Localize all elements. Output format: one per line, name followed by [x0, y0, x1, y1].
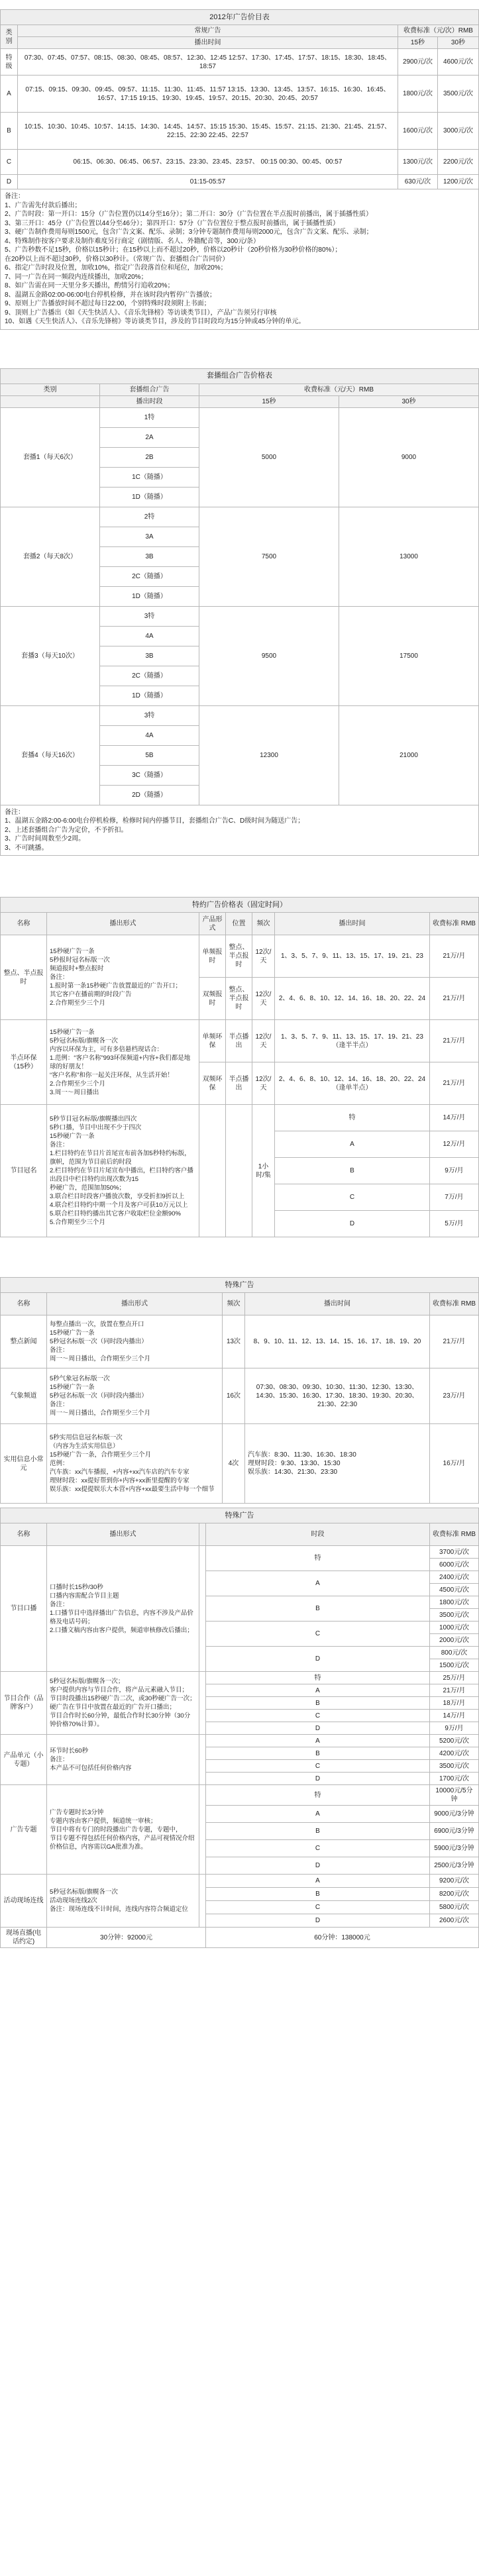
package-name: 套播4（每天16次） — [1, 705, 100, 805]
level: B — [206, 1823, 430, 1840]
air-times: 2、4、6、8、10、12、14、16、18、20、22、24 — [275, 978, 430, 1020]
row-price-15: 2900元/次 — [398, 49, 437, 76]
price: 9000元/3分钟 — [429, 1806, 478, 1823]
col-header: 产品形式 — [199, 913, 226, 935]
slot-cell: 2B — [100, 447, 199, 467]
frequency: 12次/天 — [252, 1062, 275, 1105]
level: D — [206, 1773, 430, 1785]
item-name: 节目合作（品牌客户） — [1, 1672, 47, 1735]
level: C — [206, 1840, 430, 1857]
package-name: 套播3（每天10次） — [1, 606, 100, 705]
price: 25万/月 — [429, 1672, 478, 1684]
col-header-slot: 播出时段 — [100, 395, 199, 407]
price: 1500元/次 — [429, 1659, 478, 1672]
package-price-15: 5000 — [199, 407, 339, 507]
package-price-30: 17500 — [339, 606, 479, 705]
level: C — [206, 1622, 430, 1647]
frequency: 13次 — [223, 1315, 245, 1368]
table-row — [1, 1424, 479, 1504]
regular-ad-rate-table — [0, 9, 479, 330]
price: 16万/月 — [429, 1424, 478, 1504]
package-price-15: 12300 — [199, 705, 339, 805]
slot-cell: 2A — [100, 427, 199, 447]
row-price-30: 4600元/次 — [437, 49, 478, 76]
level: D — [206, 1857, 430, 1875]
price: 1000元/次 — [429, 1622, 478, 1634]
slot-cell: 2C（随播） — [100, 666, 199, 686]
price: 10000元/5分钟 — [429, 1785, 478, 1806]
row-price-15: 1300元/次 — [398, 150, 437, 175]
row-price-15: 630元/次 — [398, 175, 437, 189]
level: A — [206, 1875, 430, 1888]
price: 2400元/次 — [429, 1571, 478, 1584]
price: 14万/月 — [429, 1105, 478, 1131]
col-header: 名称 — [1, 1523, 47, 1546]
live-30min-price: 30分钟：92000元 — [47, 1928, 206, 1948]
level: D — [206, 1647, 430, 1672]
table-title: 特殊广告 — [1, 1278, 479, 1293]
row-price-30: 1200元/次 — [437, 175, 478, 189]
row-times: 06:15、06:30、06:45、06:57、23:15、23:30、23:45、23:57、 00:15 00:30、00:45、00:57 — [18, 150, 398, 175]
row-class: C — [1, 150, 18, 175]
col-header: 频次 — [223, 1293, 245, 1315]
table-row — [1, 1368, 479, 1424]
level: B — [206, 1747, 430, 1760]
air-times: 1、3、5、7、9、11、13、15、17、19、21、23 — [275, 935, 430, 978]
row-times: 07:30、07:45、07:57、08:15、08:30、08:45、08:57、12:30、12:45 12:57、17:30、17:45、17:57、18:15、18:30、18:45、18:57 — [18, 49, 398, 76]
product-form: 双频环保 — [199, 1062, 226, 1105]
col-header: 收费标准 RMB — [429, 913, 478, 935]
level: A — [206, 1571, 430, 1596]
level: A — [206, 1684, 430, 1697]
col-header-15s: 15秒 — [199, 395, 339, 407]
price: 9200元/次 — [429, 1875, 478, 1888]
item-name: 半点环保（15秒） — [1, 1020, 47, 1105]
frequency: 12次/天 — [252, 978, 275, 1020]
row-class: B — [1, 113, 18, 150]
level: C — [206, 1710, 430, 1722]
item-form: 5秒气象冠名标版一次 15秒硬广告一条 5秒冠名标版一次（同时段内播出） 备注： 周一～周日播出，合作期至少三个月 — [47, 1368, 223, 1424]
item-name: 产品单元（小专题） — [1, 1735, 47, 1785]
price: 5万/月 — [429, 1211, 478, 1237]
slot-cell: 3C（随播） — [100, 765, 199, 785]
level: B — [275, 1158, 430, 1184]
level: C — [206, 1760, 430, 1773]
price: 1800元/次 — [429, 1596, 478, 1609]
row-price-15: 1800元/次 — [398, 76, 437, 113]
slot-cell: 1C（随播） — [100, 467, 199, 487]
table-title: 特約广告价格表（固定时间） — [1, 898, 479, 913]
slot-cell: 3特 — [100, 606, 199, 626]
slot-cell: 2D（随播） — [100, 785, 199, 805]
price: 5200元/次 — [429, 1735, 478, 1747]
level: 特 — [206, 1785, 430, 1806]
item-form: 15秒硬广告一条 5秒冠名标版/旗幌各一次 内容以环保为主，可有多倍悬档现话合： 1.范例：“客户名称”993环保频道+内容+我们都是地球的好朋友！ “客户名称”和你一起关注环保，从生活开始！ 2.合作期至少三个月 3.周一～周日播出 — [47, 1020, 199, 1105]
slot-cell: 3B — [100, 546, 199, 566]
price: 21万/月 — [429, 935, 478, 978]
level: D — [275, 1211, 430, 1237]
slot-cell: 1D（随播） — [100, 586, 199, 606]
air-times: 1、3、5、7、9、11、13、15、17、19、21、23（逢半半点） — [275, 1020, 430, 1062]
price: 4500元/次 — [429, 1584, 478, 1596]
frequency: 1小时/集 — [252, 1105, 275, 1237]
row-class: D — [1, 175, 18, 189]
col-header-time: 播出时间 — [18, 37, 398, 49]
package-ad-rate-table — [0, 368, 479, 856]
price: 21万/月 — [429, 978, 478, 1020]
price: 8200元/次 — [429, 1888, 478, 1901]
col-header: 播出时间 — [275, 913, 430, 935]
row-price-30: 2200元/次 — [437, 150, 478, 175]
air-times: 8、9、10、11、12、13、14、15、16、17、18、19、20 — [245, 1315, 430, 1368]
col-header — [199, 1523, 206, 1546]
table-title: 套播组合广告价格表 — [1, 368, 479, 384]
price: 3500元/次 — [429, 1760, 478, 1773]
item-form: 口播时长15秒/30秒 口播内容需配合节目主题 备注： 1.口播节目中选择播出广告信息，内容不涉及产品价格及电话号码； 2.口播文稿内容由客户提供，频道审核修改后播出； — [47, 1546, 199, 1672]
col-header-type: 类别 — [1, 25, 18, 49]
table-row — [1, 1315, 479, 1368]
slot-cell: 1D（随播） — [100, 686, 199, 705]
package-price-15: 9500 — [199, 606, 339, 705]
live-broadcast-name: 现场直播(电话约定) — [1, 1928, 47, 1948]
col-header-price: 收费标准（元/天）RMB — [199, 384, 479, 395]
price: 2600元/次 — [429, 1914, 478, 1928]
col-header-30s: 30秒 — [437, 37, 478, 49]
level: A — [206, 1806, 430, 1823]
slot-cell: 3A — [100, 527, 199, 546]
position: 半点播出 — [226, 1020, 252, 1062]
price: 6900元/3分钟 — [429, 1823, 478, 1840]
price: 3500元/次 — [429, 1609, 478, 1622]
notes-block: 备注： 1、温湖五金路2:00-6:00电台停机检修，检修时间内停播节目，套播组合广告C、D级时间为随送广告； 2、上述套播组合广告为定价，不予折扣。 3、广告时间周数至少2周。 3、不可跳播。 — [1, 805, 479, 856]
sponsor-ad-rate-table — [0, 897, 479, 1237]
product-form: 双频报时 — [199, 978, 226, 1020]
col-header: 播出形式 — [47, 1293, 223, 1315]
col-header: 播出形式 — [47, 913, 199, 935]
col-header: 时段 — [206, 1523, 430, 1546]
level: B — [206, 1697, 430, 1710]
item-form: 环节时长60秒 备注： 本产品不可包括任何价格内容 — [47, 1735, 199, 1785]
item-form: 每整点播出一次，放置在整点开口 15秒硬广告一条 5秒冠名标版一次（同时段内播出） 备注： 周一～周日播出，合作期至少三个月 — [47, 1315, 223, 1368]
package-price-30: 21000 — [339, 705, 479, 805]
level: 特 — [206, 1672, 430, 1684]
item-name: 广告专题 — [1, 1785, 47, 1875]
slot-cell: 1D（随播） — [100, 487, 199, 507]
price: 4200元/次 — [429, 1747, 478, 1760]
table-row — [1, 150, 479, 175]
product-form: 单频报时 — [199, 935, 226, 978]
row-class: A — [1, 76, 18, 113]
price: 7万/月 — [429, 1184, 478, 1211]
price: 21万/月 — [429, 1684, 478, 1697]
notes-block: 备注： 1、广告需先付款后播出； 2、广告时段：第一开口：15分（广告位置仍以14分至16分）；第二开口：30分（广告位置在半点报时前播出，属于插播性质） 3、第三开口：45分（广告位置以44分至46分）；第四开口：57分（广告位置位于整点报时前播出，属于插播性质） 3、硬广告制作费用每则1500元，包含广告文案、配乐、录制；3分钟专题制作费用每则2000元，包含广告文案、配乐、录制； 4、特殊制作按客户要求及制作难度另行商定（剧情版、名人、外籍配音等，300元/条） 5、广告秒数不足15秒，价格以15秒计；在15秒以上而不超过20秒，价格以20秒计（20秒价格为30秒价格的80%）； 在20秒以上而不超过30秒，价格以30秒计。（常规广告、套播组合广告同价） 6、指定广告时段及位置，加收10%，指定广告段落首位和尾位，加收20%； 7、同一广告在同一频段内连续播出，加收20%； 8、如广告需在同一天里分多天播出，酌情另行追收20%； 8、温湖五金路02:00-06:00电台停机检修，并在该时段内暂停广告播放； 9、原则上广告播放时间不超过每日22:00，个别特殊时段须附上书面； 9、顶则上广告播出（如《天生快活人》、《音乐先锋榜》等访谈类节目），产品广告须另行审核 10、如遇《天生快活人》、《音乐先锋榜》等访谈类节目，涉及的节目时段均为15分钟或45分钟的单元。 — [1, 189, 479, 330]
row-class: 特级 — [1, 49, 18, 76]
level: B — [206, 1888, 430, 1901]
package-price-30: 9000 — [339, 407, 479, 507]
col-header: 收费标准 RMB — [429, 1523, 478, 1546]
air-times: 07:30、08:30、09:30、10:30、11:30、12:30、13:30、14:30、15:30、16:30、17:30、18:30、19:30、20:30、21:30、22:30 — [245, 1368, 430, 1424]
row-times: 10:15、10:30、10:45、10:57、14:15、14:30、14:45、14:57、15:15 15:30、15:45、15:57、21:15、21:30、21:45、21:57、22:15、22:30 22:45、22:57 — [18, 113, 398, 150]
price: 9万/月 — [429, 1722, 478, 1735]
price: 1700元/次 — [429, 1773, 478, 1785]
row-price-15: 1600元/次 — [398, 113, 437, 150]
price: 23万/月 — [429, 1368, 478, 1424]
slot-cell: 1特 — [100, 407, 199, 427]
position: 整点、半点报时 — [226, 978, 252, 1020]
package-price-15: 7500 — [199, 507, 339, 606]
row-price-30: 3000元/次 — [437, 113, 478, 150]
air-times: 汽车族：8:30、11:30、16:30、18:30 理财时段：9:30、13:30、15:30 娱乐族：14:30、21:30、23:30 — [245, 1424, 430, 1504]
package-name: 套播1（每天6次） — [1, 407, 100, 507]
col-header: 名称 — [1, 1293, 47, 1315]
row-times: 01:15-05:57 — [18, 175, 398, 189]
table-row — [1, 113, 479, 150]
col-header: 频次 — [252, 913, 275, 935]
price: 21万/月 — [429, 1315, 478, 1368]
col-header-30s: 30秒 — [339, 395, 479, 407]
item-form: 5秒节目冠名标版/旗幌播出四次 5秒口播，节目中出现不少于四次 15秒硬广告一条 备注： 1.栏目特约在节目片首尾宣布前各加5秒特约标版，旗帜，范围为节目前后的时段 2.栏目特约在节目片尾宣布中播出，栏目特约客户播出段目中栏目特约出现次数为15 秒硬广告，范围加加50%； 3.联合栏目时段客户播放次数，享受折扣9折以上 4.联合栏目特约中期一个月及客户可获10万元以上 5.联合栏目特约播出其它客户收取栏位金额90% 5.合作期至少三个月 — [47, 1105, 199, 1237]
item-name: 整点、半点报时 — [1, 935, 47, 1020]
live-60min-price: 60分钟：138000元 — [206, 1928, 479, 1948]
item-form: 5秒冠名标版/旗幌各一次 活动现场连线2次 备注：现场连线不计时间，连线内容符合频道定位 — [47, 1875, 199, 1928]
level: D — [206, 1722, 430, 1735]
price: 6000元/次 — [429, 1559, 478, 1571]
frequency: 4次 — [223, 1424, 245, 1504]
table-row — [1, 49, 479, 76]
air-times: 2、4、6、8、10、12、14、16、18、20、22、24（逢单半点） — [275, 1062, 430, 1105]
price: 2500元/3分钟 — [429, 1857, 478, 1875]
item-name: 整点新闻 — [1, 1315, 47, 1368]
price: 5800元/次 — [429, 1901, 478, 1914]
level: 特 — [275, 1105, 430, 1131]
price: 3700元/次 — [429, 1546, 478, 1559]
special-ad-table — [0, 1277, 479, 1504]
col-header: 播出形式 — [47, 1523, 199, 1546]
price: 18万/月 — [429, 1697, 478, 1710]
position: 整点、半点报时 — [226, 935, 252, 978]
item-name: 节目口播 — [1, 1546, 47, 1672]
col-header: 名称 — [1, 913, 47, 935]
slot-cell: 5B — [100, 745, 199, 765]
item-form: 广告专题时长3分钟 专题内容由客户提供，频道统一审核； 节目中将有专门的时段播出广告专题，专题中， 节目专题不得包括任何价格内容，产品可视情况介绍价格信息，内容需以GA批准为准。 — [47, 1785, 199, 1875]
slot-cell: 2特 — [100, 507, 199, 527]
slot-cell: 2C（随播） — [100, 566, 199, 586]
item-name: 气象频道 — [1, 1368, 47, 1424]
level: 特 — [206, 1546, 430, 1571]
level: D — [206, 1914, 430, 1928]
position: 半点播出 — [226, 1062, 252, 1105]
row-times: 07:15、09:15、09:30、09:45、09:57、11:15、11:30、11:45、11:57 13:15、13:30、13:45、13:57、16:15、16:30、16:45、16:57、17:15 19:15、19:30、19:45、19:57、20:15、20:30、20:45、20:57 — [18, 76, 398, 113]
item-form: 15秒硬广告一条 5秒报时冠名标版一次 频道报时+整点报时 备注： 1.报时第一条15秒硬广告放置最近的广告开口； 其它客户在播前期的时段广告 2.合作期至少三个月 — [47, 935, 199, 1020]
special-ad-table-2 — [0, 1508, 479, 1948]
col-header: 收费标准 RMB — [429, 1293, 478, 1315]
price: 12万/月 — [429, 1131, 478, 1158]
price: 9万/月 — [429, 1158, 478, 1184]
slot-cell: 4A — [100, 626, 199, 646]
slot-cell: 4A — [100, 725, 199, 745]
price: 21万/月 — [429, 1020, 478, 1062]
level: C — [275, 1184, 430, 1211]
item-form: 5秒实用信息冠名标版一次 （内容为生活实用信息） 15秒硬广告一条，合作期至少三个月 范例： 汽车族：xx汽车播报，+内容+xx汽车店的汽车专家 理财时段：xx提好帮到你+内容+xx新里提醒的专家 娱乐族：xx提提娱乐大本营+内容+xx最要生活中每一个细节 — [47, 1424, 223, 1504]
price: 21万/月 — [429, 1062, 478, 1105]
product-form: 单频环保 — [199, 1020, 226, 1062]
table-row — [1, 175, 479, 189]
level: A — [206, 1735, 430, 1747]
slot-cell: 3特 — [100, 705, 199, 725]
package-price-30: 13000 — [339, 507, 479, 606]
level: A — [275, 1131, 430, 1158]
item-name: 实用信息小常元 — [1, 1424, 47, 1504]
col-header-15s: 15秒 — [398, 37, 437, 49]
frequency: 12次/天 — [252, 935, 275, 978]
price: 800元/次 — [429, 1647, 478, 1659]
table-row — [1, 76, 479, 113]
table-title: 2012年广告价目表 — [1, 10, 479, 25]
col-header: 播出时间 — [245, 1293, 430, 1315]
item-name: 活动现场连线 — [1, 1875, 47, 1928]
slot-cell: 3B — [100, 646, 199, 666]
price: 14万/月 — [429, 1710, 478, 1722]
level: B — [206, 1596, 430, 1622]
col-header-ad: 套播组合广告 — [100, 384, 199, 395]
frequency: 16次 — [223, 1368, 245, 1424]
col-header-price: 收费标准（元/次）RMB — [398, 25, 478, 37]
price: 2000元/次 — [429, 1634, 478, 1647]
station-title-bar — [0, 0, 479, 9]
item-form: 5秒冠名标版/旗幌各一次； 客户提供内容与节目合作，将产品元素融入节目； 节目时段播出15秒硬广告二次，或30秒硬广告一次； 硬广告在节目中放置在最近的广告开口播出； 节目合作时长60分钟，最低合作时长30分钟（30分钟价格70%计算）。 — [47, 1672, 199, 1735]
frequency: 12次/天 — [252, 1020, 275, 1062]
item-name: 节目冠名 — [1, 1105, 47, 1237]
package-name: 套播2（每天8次） — [1, 507, 100, 606]
price: 5900元/3分钟 — [429, 1840, 478, 1857]
row-price-30: 3500元/次 — [437, 76, 478, 113]
col-header-type: 类别 — [1, 384, 100, 395]
level: C — [206, 1901, 430, 1914]
table-title: 特殊广告 — [1, 1508, 479, 1523]
col-header-regular: 常规广告 — [18, 25, 398, 37]
col-header: 位置 — [226, 913, 252, 935]
